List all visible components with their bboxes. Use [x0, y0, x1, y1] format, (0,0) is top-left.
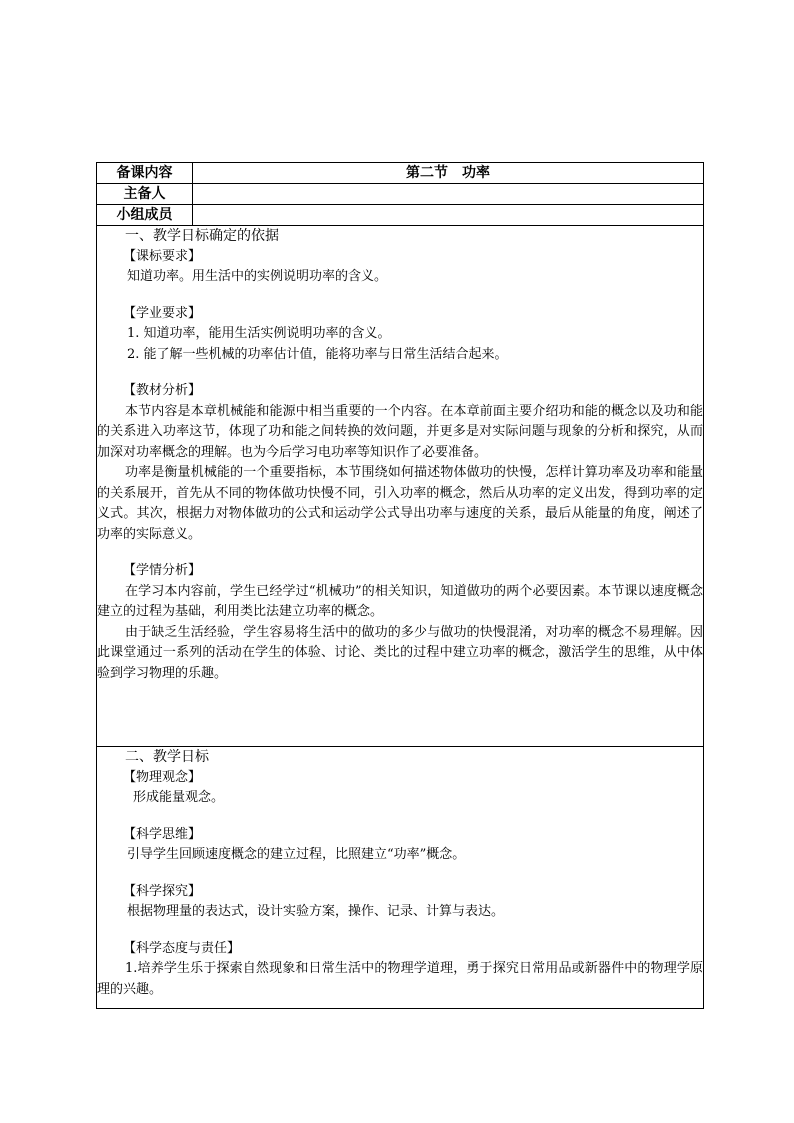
scientific-thinking-heading: 【科学思维】 [123, 826, 202, 842]
section2-row [97, 747, 704, 1009]
header-row-content [97, 163, 704, 184]
attitude-heading: 【科学态度与责任】 [123, 940, 241, 956]
physics-concept-text: 形成能量观念。 [133, 790, 225, 805]
textbook-paragraph-1: 本节内容是本章机械能和能源中相当重要的一个内容。在本章前面主要介绍功和能的概念以及功和能的关系进入功率这节，体现了功和能之间转换的效问题，并更多是对实际问题与现象的分析和探究，从而加深对功率概念的理解。也为今后学习电功率等知识作了必要准备。 [97, 403, 703, 460]
attitude-text: 1.培养学生乐于探索自然现象和日常生活中的物理学道理，勇于探究日常用品或新器件中的物理学原理的兴趣。 [97, 961, 703, 997]
scientific-thinking-text: 引导学生回顾速度概念的建立过程，比照建立“功率”概念。 [127, 847, 466, 862]
prep-content-label: 备课内容 [97, 163, 193, 184]
header-row-members [97, 205, 704, 226]
header-row-preparer [97, 184, 704, 205]
students-paragraph-2: 由于缺乏生活经验，学生容易将生活中的做功的多少与做功的快慢混淆，对功率的概念不易理解。因此课堂通过一系列的活动在学生的体验、讨论、类比的过程中建立功率的概念，激活学生的思维，从中体验到学习物理的乐趣。 [97, 624, 703, 681]
curriculum-heading: 【课标要求】 [123, 248, 202, 264]
students-heading: 【学情分析】 [123, 563, 202, 578]
preparer-value [193, 184, 704, 205]
academic-item-2: 2. 能了解一些机械的功率估计值，能将功率与日常生活结合起来。 [127, 346, 508, 362]
textbook-paragraph-2: 功率是衡量机械能的一个重要指标，本节围绕如何描述物体做功的快慢，怎样计算功率及功率和能量的关系展开，首先从不同的物体做功快慢不同，引入功率的概念，然后从功率的定义出发，得到功率的定义式。其次，根据力对物体做功的公式和运动学公式导出功率与速度的关系，最后从能量的角度，阐述了功率的实际意义。 [97, 465, 703, 542]
students-paragraph-1: 在学习本内容前，学生已经学过“机械功”的相关知识，知道做功的两个必要因素。本节课以速度概念建立的过程为基础，利用类比法建立功率的概念。 [97, 583, 703, 619]
section1-cell [97, 226, 704, 747]
section1-row [97, 226, 704, 747]
section2-title: 二、教学日标 [125, 749, 209, 765]
section1-title: 一、教学日标确定的依据 [125, 228, 279, 244]
group-members-label: 小组成员 [97, 205, 193, 226]
academic-heading: 【学业要求】 [123, 305, 202, 321]
scientific-inquiry-text: 根据物理量的表达式，设计实验方案，操作、记录、计算与表达。 [127, 904, 505, 919]
section2-cell [97, 747, 704, 1009]
lesson-plan-table [96, 162, 704, 1009]
scientific-inquiry-heading: 【科学探究】 [123, 883, 202, 899]
preparer-label: 主备人 [97, 184, 193, 205]
physics-concept-heading: 【物理观念】 [123, 769, 202, 785]
group-members-value [193, 205, 704, 226]
textbook-heading: 【教材分析】 [123, 383, 202, 398]
curriculum-text: 知道功率。用生活中的实例说明功率的含义。 [127, 269, 388, 284]
academic-item-1: 1. 知道功率，能用生活实例说明功率的含义。 [127, 326, 391, 341]
prep-content-value: 第二节 功率 [193, 163, 704, 184]
